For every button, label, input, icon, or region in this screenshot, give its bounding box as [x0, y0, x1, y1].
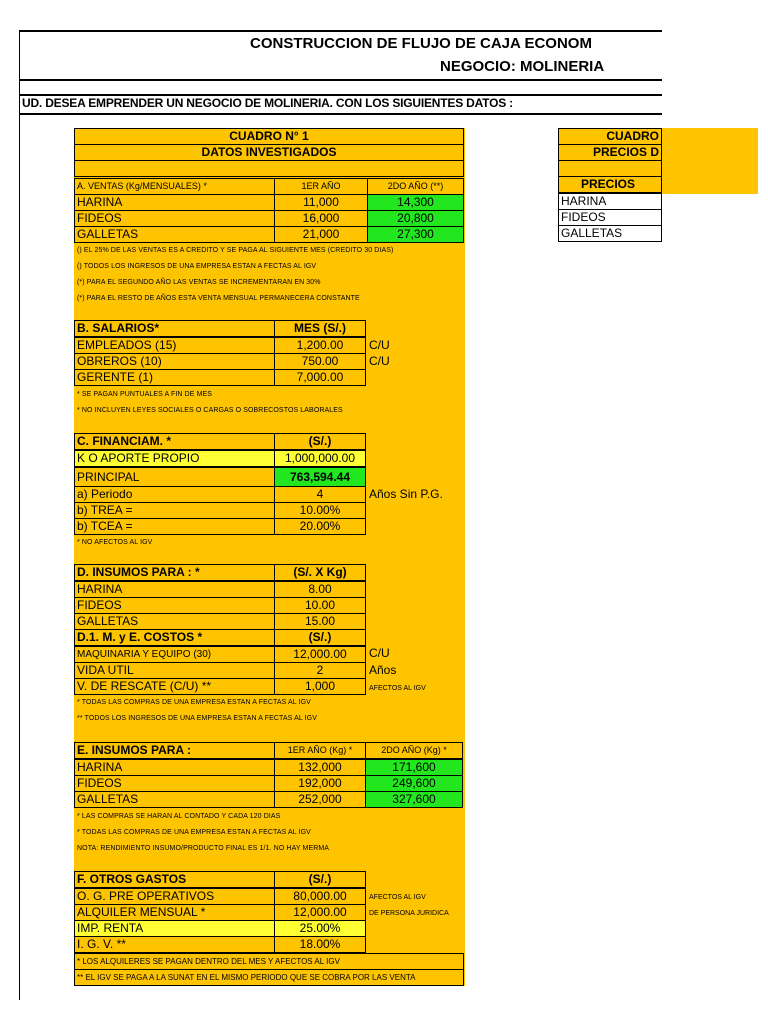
ventas-year2[interactable]: 14,300: [367, 194, 464, 211]
costos-label[interactable]: V. DE RESCATE (C/U) **: [74, 678, 275, 695]
financiam-label[interactable]: b) TREA =: [74, 502, 275, 519]
costos-label[interactable]: VIDA UTIL: [74, 662, 275, 679]
salarios-role[interactable]: EMPLEADOS (15): [74, 337, 275, 354]
ventas-header-row: [75, 178, 464, 195]
financiam-header-row: [75, 433, 366, 450]
cuadro1-blank-row: [74, 160, 464, 177]
costos-unit: Años: [369, 663, 397, 677]
insumos-kg-note: NOTA: RENDIMIENTO INSUMO/PRODUCTO FINAL ES 1/1. NO HAY MERMA: [77, 845, 330, 852]
otros-label[interactable]: O. G. PRE OPERATIVOS: [74, 888, 275, 905]
salarios-amount[interactable]: 7,000.00: [274, 369, 366, 386]
insumos-kg-year1[interactable]: 192,000: [274, 775, 366, 792]
ventas-year2[interactable]: 20,800: [367, 210, 464, 227]
costos-header-unit: (S/.): [274, 629, 366, 646]
otros-header-row: [75, 871, 366, 888]
ventas-year1[interactable]: 11,000: [274, 194, 368, 211]
financiam-label[interactable]: a) Periodo: [74, 486, 275, 503]
costos-label[interactable]: MAQUINARIA Y EQUIPO (30): [74, 646, 275, 663]
costos-value[interactable]: 1,000: [274, 678, 366, 695]
otros-note-side: AFECTOS AL IGV: [369, 894, 426, 901]
sheet-title: CONSTRUCCION DE FLUJO DE CAJA ECONOM: [250, 35, 592, 52]
otros-header-unit: (S/.): [274, 871, 366, 888]
financiam-principal-value[interactable]: 763,594.44: [274, 467, 366, 487]
financiam-note: * NO AFECTOS AL IGV: [77, 539, 153, 546]
ventas-note: (*) PARA EL SEGUNDO AÑO LAS VENTAS SE INCREMENTARAN EN 30%: [77, 279, 321, 286]
financiam-row: [75, 467, 366, 487]
insumos-kg-row: [75, 775, 463, 792]
ventas-product[interactable]: FIDEOS: [74, 210, 275, 227]
ventas-year1[interactable]: 21,000: [274, 226, 368, 243]
salarios-unit: C/U: [369, 338, 390, 352]
ventas-row: [75, 194, 464, 211]
financiam-value[interactable]: 10.00%: [274, 502, 366, 519]
insumos-para-product[interactable]: FIDEOS: [74, 597, 275, 614]
intro-text: UD. DESEA EMPRENDER UN NEGOCIO DE MOLINERIA. CON LOS SIGUIENTES DATOS :: [22, 96, 513, 110]
ventas-product[interactable]: GALLETAS: [74, 226, 275, 243]
insumos-kg-note: * TODAS LAS COMPRAS DE UNA EMPRESA ESTAN A FECTAS AL IGV: [77, 829, 311, 836]
financiam-row: [75, 486, 366, 503]
costos-row: [75, 678, 366, 695]
insumos-kg-row: [75, 791, 463, 808]
otros-note-side: DE PERSONA JURIDICA: [369, 910, 449, 917]
cuadro2-product[interactable]: HARINA: [558, 193, 662, 210]
salarios-unit: C/U: [369, 354, 390, 368]
salarios-role[interactable]: GERENTE (1): [74, 369, 275, 386]
sheet-left-border: [19, 30, 20, 1000]
costos-unit: C/U: [369, 646, 390, 660]
insumos-kg-year2[interactable]: 249,600: [365, 775, 463, 792]
insumos-para-price[interactable]: 8.00: [274, 581, 366, 598]
financiam-row: [75, 518, 366, 535]
financiam-value[interactable]: 1,000,000.00: [274, 450, 366, 467]
otros-value[interactable]: 80,000.00: [274, 888, 366, 905]
cuadro2-product[interactable]: GALLETAS: [558, 225, 662, 242]
title-divider: [19, 79, 662, 81]
costos-value[interactable]: 2: [274, 662, 366, 679]
intro-divider-bottom: [19, 113, 662, 115]
otros-value[interactable]: 25.00%: [274, 920, 366, 937]
cuadro1-title: CUADRO N° 1: [74, 128, 464, 145]
financiam-row: [75, 450, 366, 467]
otros-value[interactable]: 12,000.00: [274, 904, 366, 921]
salarios-row: [75, 369, 366, 386]
insumos-para-price[interactable]: 15.00: [274, 613, 366, 630]
financiam-header-unit: (S/.): [274, 433, 366, 450]
insumos-para-header-unit: (S/. X Kg): [274, 564, 366, 581]
financiam-value[interactable]: 4: [274, 486, 366, 503]
financiam-label[interactable]: b) TCEA =: [74, 518, 275, 535]
otros-label[interactable]: ALQUILER MENSUAL *: [74, 904, 275, 921]
salarios-role[interactable]: OBREROS (10): [74, 353, 275, 370]
cuadro2-header: PRECIOS: [558, 176, 662, 193]
costos-header-row: [75, 629, 366, 646]
cuadro2-subtitle: PRECIOS D: [558, 144, 662, 161]
insumos-para-price[interactable]: 10.00: [274, 597, 366, 614]
costos-note: ** TODOS LOS INGRESOS DE UNA EMPRESA ESTAN A FECTAS AL IGV: [77, 715, 317, 722]
cuadro2-title: CUADRO: [558, 128, 662, 145]
insumos-para-product[interactable]: HARINA: [74, 581, 275, 598]
costos-unit: AFECTOS AL IGV: [369, 685, 426, 692]
insumos-para-row: [75, 597, 366, 614]
ventas-note: () EL 25% DE LAS VENTAS ES A CREDITO Y SE PAGA AL SIGUIENTE MES (CREDITO 30 DIAS): [77, 247, 394, 254]
insumos-para-header-row: [75, 564, 366, 581]
salarios-row: [75, 353, 366, 370]
cuadro1-panel: [74, 128, 465, 986]
ventas-note: () TODOS LOS INGRESOS DE UNA EMPRESA ESTAN A FECTAS AL IGV: [77, 263, 317, 270]
cuadro1-subtitle: DATOS INVESTIGADOS: [74, 144, 464, 161]
costos-note: * TODAS LAS COMPRAS DE UNA EMPRESA ESTAN A FECTAS AL IGV: [77, 699, 311, 706]
insumos-kg-note: * LAS COMPRAS SE HARAN AL CONTADO Y CADA 120 DIAS: [77, 813, 281, 820]
ventas-note: (*) PARA EL RESTO DE AÑOS ESTA VENTA MENSUAL PERMANECERA CONSTANTE: [77, 295, 360, 302]
costos-row: [75, 646, 366, 663]
costos-value[interactable]: 12,000.00: [274, 646, 366, 663]
ventas-year2[interactable]: 27,300: [367, 226, 464, 243]
otros-label[interactable]: IMP. RENTA: [74, 920, 275, 937]
salarios-header-row: [75, 320, 366, 337]
ventas-header-year1: 1ER AÑO: [274, 178, 368, 195]
financiam-header-label: C. FINANCIAM. *: [74, 433, 275, 450]
insumos-kg-row: [75, 759, 463, 776]
otros-row: [75, 888, 366, 905]
financiam-label[interactable]: K O APORTE PROPIO: [74, 450, 275, 467]
insumos-kg-year1[interactable]: 252,000: [274, 791, 366, 808]
cuadro2-blank: [558, 160, 662, 177]
insumos-kg-product[interactable]: GALLETAS: [74, 791, 275, 808]
insumos-kg-year2[interactable]: 171,600: [365, 759, 463, 776]
insumos-kg-header-row: [75, 742, 463, 759]
ventas-row: [75, 226, 464, 243]
ventas-header-label: A. VENTAS (Kg/MENSUALES) *: [74, 178, 275, 195]
ventas-product[interactable]: HARINA: [74, 194, 275, 211]
sheet-subtitle: NEGOCIO: MOLINERIA: [440, 58, 605, 75]
insumos-kg-year2[interactable]: 327,600: [365, 791, 463, 808]
insumos-kg-year1[interactable]: 132,000: [274, 759, 366, 776]
otros-row: [75, 920, 366, 937]
insumos-kg-product[interactable]: FIDEOS: [74, 775, 275, 792]
otros-row: [75, 936, 366, 953]
ventas-header-year2: 2DO AÑO (**): [367, 178, 464, 195]
ventas-year1[interactable]: 16,000: [274, 210, 368, 227]
insumos-para-header-label: D. INSUMOS PARA : *: [74, 564, 275, 581]
salarios-note: * SE PAGAN PUNTUALES A FIN DE MES: [77, 391, 213, 398]
salarios-amount[interactable]: 1,200.00: [274, 337, 366, 354]
salarios-row: [75, 337, 366, 354]
costos-row: [75, 662, 366, 679]
costos-header-label: D.1. M. y E. COSTOS *: [74, 629, 275, 646]
financiam-value[interactable]: 20.00%: [274, 518, 366, 535]
otros-label[interactable]: I. G. V. **: [74, 936, 275, 953]
insumos-para-row: [75, 581, 366, 598]
insumos-para-row: [75, 613, 366, 630]
salarios-amount[interactable]: 750.00: [274, 353, 366, 370]
insumos-kg-header-year1: 1ER AÑO (Kg) *: [274, 742, 366, 759]
otros-value[interactable]: 18.00%: [274, 936, 366, 953]
ventas-row: [75, 210, 464, 227]
financiam-label[interactable]: PRINCIPAL: [74, 467, 275, 487]
insumos-kg-product[interactable]: HARINA: [74, 759, 275, 776]
insumos-kg-header-label: E. INSUMOS PARA :: [74, 742, 275, 759]
salarios-note: * NO INCLUYEN LEYES SOCIALES O CARGAS O SOBRECOSTOS LABORALES: [77, 407, 343, 414]
otros-header-label: F. OTROS GASTOS: [74, 871, 275, 888]
financiam-period-unit: Años Sin P.G.: [369, 487, 443, 501]
otros-row: [75, 904, 366, 921]
cuadro2-product[interactable]: FIDEOS: [558, 209, 662, 226]
sheet-top-border: [19, 30, 662, 32]
insumos-para-product[interactable]: GALLETAS: [74, 613, 275, 630]
salarios-header-label: B. SALARIOS*: [74, 320, 275, 337]
otros-note-row: [75, 969, 464, 986]
otros-note-row: [75, 953, 464, 970]
salarios-header-month: MES (S/.): [274, 320, 366, 337]
otros-note: ** EL IGV SE PAGA A LA SUNAT EN EL MISMO PERIODO QUE SE COBRA POR LAS VENTA: [74, 969, 464, 986]
financiam-row: [75, 502, 366, 519]
otros-note: * LOS ALQUILERES SE PAGAN DENTRO DEL MES Y AFECTOS AL IGV: [74, 953, 464, 970]
insumos-kg-header-year2: 2DO AÑO (Kg) *: [365, 742, 463, 759]
